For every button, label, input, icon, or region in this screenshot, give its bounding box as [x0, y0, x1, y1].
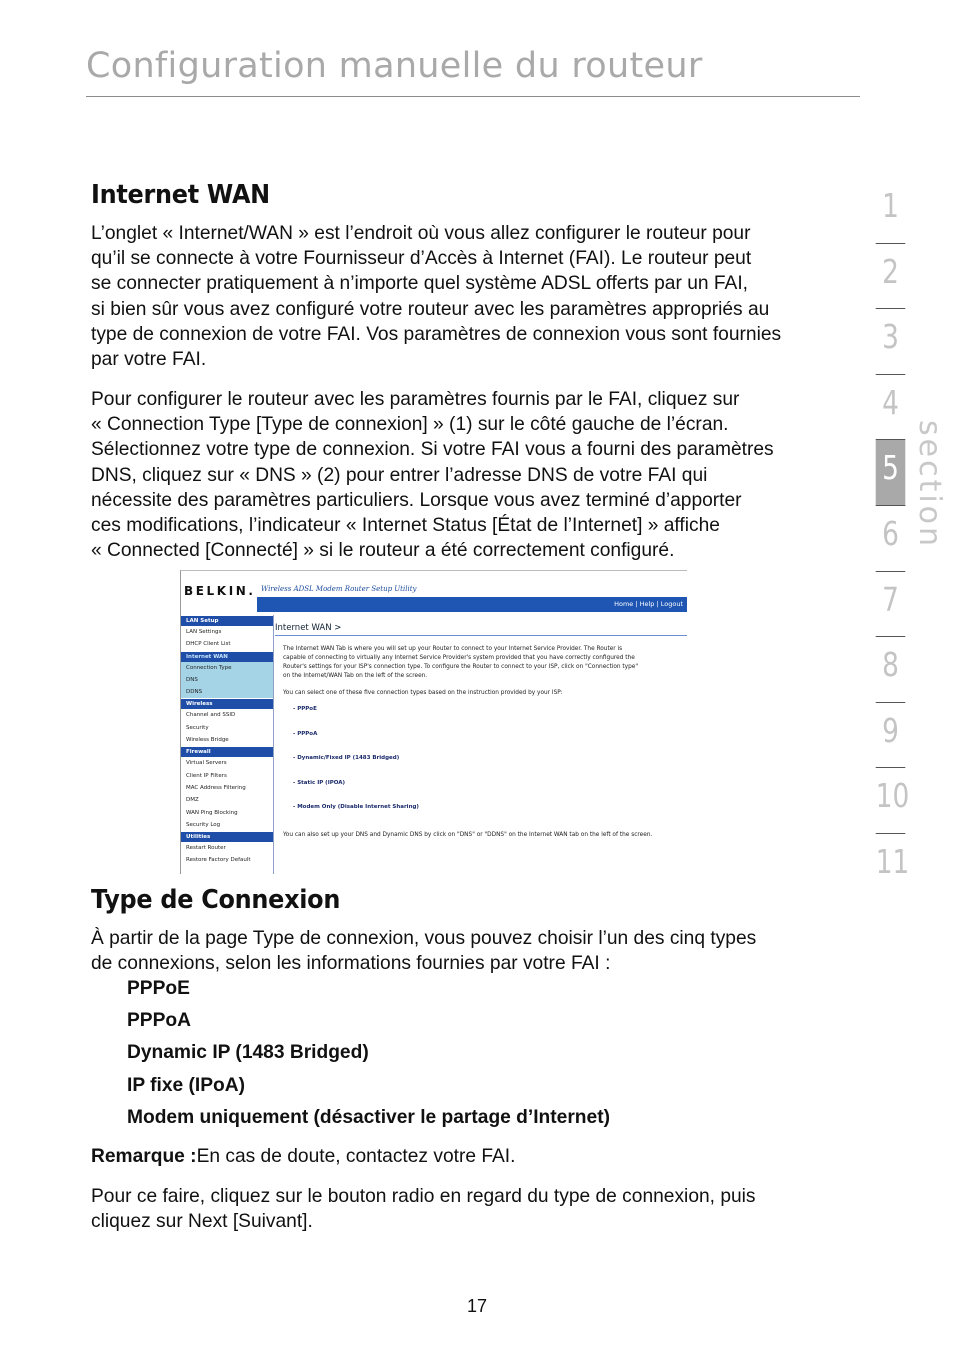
line: Pour ce faire, cliquez sur le bouton radio en regard du type de connexion, puis [91, 1186, 756, 1207]
line: ces modifications, l’indicateur « Internet Status [État de l’Internet] » affiche [91, 515, 720, 537]
note [91, 1146, 515, 1168]
section-nav [872, 178, 909, 900]
section-number-2: 2 [876, 244, 906, 310]
line: Sélectionnez votre type de connexion. Si votre FAI vous a fourni des paramètres [91, 439, 774, 461]
sidebar-group-header[interactable]: Wireless [181, 699, 273, 709]
top-nav-bar [257, 597, 687, 612]
sidebar-item[interactable]: Security [186, 724, 209, 731]
list-item: PPPoE [127, 978, 190, 999]
paragraph-final [91, 1184, 866, 1234]
list-item: IP fixe (IPoA) [127, 1074, 245, 1096]
sidebar-item[interactable]: Client IP Filters [186, 772, 227, 779]
option-label: Modem Only (Disable Internet Sharing) [297, 804, 419, 811]
note-label: Remarque : [91, 1146, 197, 1167]
connection-option-modem-only[interactable]: - Modem Only (Disable Internet Sharing) [293, 804, 419, 811]
connection-option-static[interactable]: - Static IP (IPOA) [293, 779, 346, 786]
router-sidebar [181, 615, 274, 874]
line: se connecter pratiquement à n’importe quel système ADSL offerts par un FAI, [91, 273, 748, 295]
line: par votre FAI. [91, 349, 207, 371]
belkin-logo: BELKIN. [184, 584, 256, 598]
line: type de connexion de votre FAI. Vos paramètres de connexion vous sont fournies [91, 323, 782, 345]
sidebar-item[interactable]: MAC Address Filtering [186, 784, 246, 791]
paragraph-internet-wan-1 [91, 221, 866, 372]
line: « Connection Type [Type de connexion] » (1) sur le côté gauche de l’écran. [91, 414, 729, 436]
list-item: Modem uniquement (désactiver le partage d’Internet) [127, 1106, 610, 1128]
sidebar-item[interactable]: Connection Type [181, 662, 273, 674]
select-text: You can select one of these five connection types based on the instruction provided by your ISP: [283, 690, 563, 696]
utility-tagline: Wireless ADSL Modem Router Setup Utility [261, 585, 417, 593]
sidebar-item[interactable]: Wireless Bridge [186, 737, 229, 744]
page-number: 17 [466, 1296, 488, 1316]
top-links[interactable]: Home | Help | Logout [614, 600, 683, 608]
line: si bien sûr vous avez configuré votre routeur avec les paramètres appropriés au [91, 298, 770, 320]
heading-internet-wan: Internet WAN [91, 180, 270, 210]
line: « Connected [Connecté] » si le routeur a été correctement configuré. [91, 540, 675, 562]
option-label: PPPoA [297, 730, 318, 737]
section-number-5: 5 [876, 440, 906, 506]
title-rule [86, 96, 860, 97]
connection-types-list [127, 977, 610, 1138]
list-item: PPPoA [127, 1010, 191, 1032]
section-number-8: 8 [876, 637, 906, 703]
section-number-3: 3 [876, 309, 906, 375]
sidebar-item[interactable]: Restore Factory Default [186, 857, 251, 864]
sidebar-group-header[interactable]: Firewall [181, 747, 273, 757]
connection-option-pppoa[interactable]: - PPPoA [293, 730, 318, 737]
option-label: PPPoE [297, 706, 317, 712]
section-number-4: 4 [876, 375, 906, 441]
paragraph-type-de-connexion [91, 926, 866, 976]
breadcrumb: Internet WAN > [275, 623, 342, 633]
footer-text: You can also set up your DNS and Dynamic DNS by click on "DNS" or "DDNS" on the Internet WAN tab on the left of the screen. [283, 831, 653, 838]
connection-option-dynamic[interactable]: - Dynamic/Fixed IP (1483 Bridged) [293, 755, 400, 762]
connection-option-pppoe[interactable]: - PPPoE [293, 706, 317, 712]
section-number-10: 10 [876, 768, 906, 834]
option-label: Dynamic/Fixed IP (1483 Bridged) [297, 755, 400, 762]
section-number-6: 6 [876, 506, 906, 572]
sidebar-group-header[interactable]: LAN Setup [181, 616, 273, 626]
heading-type-de-connexion: Type de Connexion [91, 885, 341, 915]
option-label: Static IP (IPOA) [297, 779, 346, 786]
sidebar-item[interactable]: DNS [181, 674, 273, 686]
sidebar-item[interactable]: Restart Router [186, 845, 226, 852]
line: nécessite des paramètres particuliers. Lorsque vous avez terminé d’apporter [91, 489, 742, 511]
line: qu’il se connecte à votre Fournisseur d’Accès à Internet (FAI). Le routeur peut [91, 248, 752, 270]
section-number-7: 7 [876, 572, 906, 638]
line: À partir de la page Type de connexion, vous pouvez choisir l’un des cinq types [91, 928, 757, 949]
paragraph-internet-wan-2 [91, 387, 866, 563]
sidebar-group-header[interactable]: Internet WAN [181, 652, 273, 662]
sidebar-item[interactable]: Security Log [186, 821, 221, 828]
sidebar-item[interactable]: DHCP Client List [186, 641, 231, 648]
section-number-1: 1 [876, 178, 906, 244]
section-number-11: 11 [875, 841, 910, 881]
sidebar-item[interactable]: Channel and SSID [186, 712, 236, 719]
section-label: section [912, 420, 947, 550]
line: L’onglet « Internet/WAN » est l’endroit où vous allez configurer le routeur pour [91, 223, 751, 244]
line: de connexions, selon les informations fournies par votre FAI : [91, 953, 611, 975]
line: DNS, cliquez sur « DNS » (2) pour entrer l’adresse DNS de votre FAI qui [91, 464, 708, 486]
note-text: En cas de doute, contactez votre FAI. [196, 1146, 516, 1167]
sidebar-item[interactable]: DMZ [186, 797, 199, 804]
sidebar-item[interactable]: Virtual Servers [186, 760, 227, 767]
intro-text: The Internet WAN Tab is where you will set up your Router to connect to your Internet Service Provider. The Router is capable of connecting to virtually any Internet Service Provider's system provided that you have correctly configured the Router's settings for your ISP's connection type. To configure the Router to connect to your ISP, click on "Connection type" on the Internet/WAN Tab on the left of the screen. [283, 646, 639, 679]
router-screenshot [180, 570, 687, 874]
page-title: Configuration manuelle du routeur [86, 46, 703, 86]
list-item: Dynamic IP (1483 Bridged) [127, 1042, 369, 1064]
sidebar-group-header[interactable]: Utilities [181, 832, 273, 842]
line: Pour configurer le routeur avec les paramètres fournis par le FAI, cliquez sur [91, 389, 740, 410]
section-number-9: 9 [876, 703, 906, 769]
sidebar-item[interactable]: WAN Ping Blocking [186, 809, 238, 816]
sidebar-item[interactable]: LAN Settings [186, 629, 222, 635]
router-main-panel [275, 623, 685, 840]
sidebar-item[interactable]: DDNS [181, 686, 273, 698]
line: cliquez sur Next [Suivant]. [91, 1211, 313, 1233]
